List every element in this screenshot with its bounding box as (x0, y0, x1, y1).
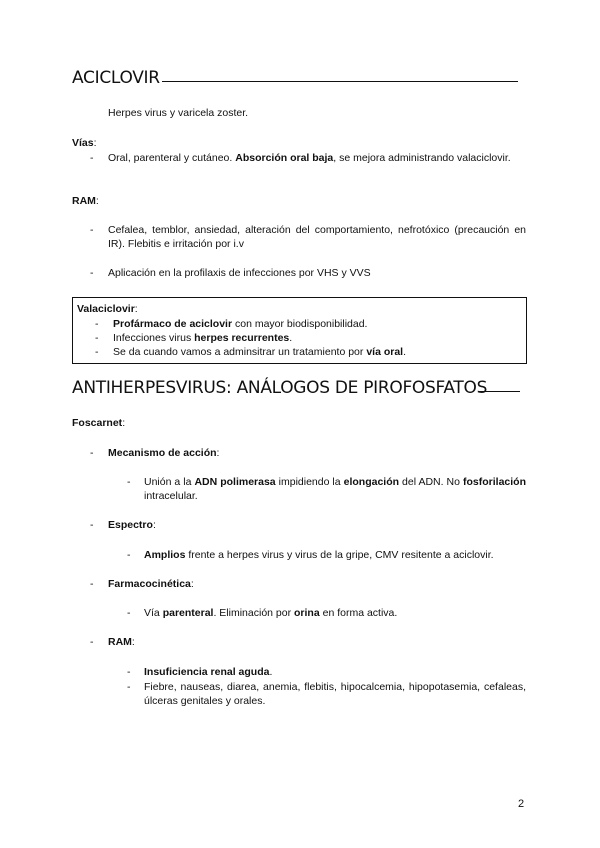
mecanismo-text: Unión a la ADN polimerasa impidiendo la elongación del ADN. No fosforilación intracelular. (144, 476, 526, 502)
title-rule (162, 81, 518, 82)
section-title-antiherpesvirus: ANTIHERPESVIRUS: ANÁLOGOS DE PIROFOSFATOS (72, 378, 488, 398)
list-dash: - (127, 476, 131, 488)
list-dash: - (127, 549, 131, 561)
valaciclovir-item-1: Profármaco de aciclovir con mayor biodisponibilidad. (113, 318, 368, 330)
list-dash: - (95, 318, 99, 330)
ram-item-1: Cefalea, temblor, ansiedad, alteración del comportamiento, nefrotóxico (precaución en IR). Flebitis e irritación por i.v (108, 224, 526, 250)
espectro-label: Espectro: (108, 519, 156, 531)
foscarnet-heading: Foscarnet: (72, 417, 126, 429)
ram2-label: RAM: (108, 636, 135, 648)
aciclovir-intro: Herpes virus y varicela zoster. (108, 107, 249, 119)
title-rule (479, 391, 520, 392)
espectro-text: Amplios frente a herpes virus y virus de la gripe, CMV resitente a aciclovir. (144, 549, 494, 561)
vias-heading: Vías: (72, 137, 97, 149)
list-dash: - (90, 578, 94, 590)
farmacocinetica-label: Farmacocinética: (108, 578, 194, 590)
list-dash: - (90, 447, 94, 459)
list-dash: - (90, 152, 94, 164)
mecanismo-label: Mecanismo de acción: (108, 447, 220, 459)
valaciclovir-title: Valaciclovir: (77, 303, 138, 315)
list-dash: - (95, 332, 99, 344)
list-dash: - (90, 636, 94, 648)
farmacocinetica-text: Vía parenteral. Eliminación por orina en forma activa. (144, 607, 398, 619)
list-dash: - (127, 681, 131, 693)
list-dash: - (127, 607, 131, 619)
section-title-aciclovir: ACICLOVIR (72, 68, 160, 88)
page-number: 2 (518, 798, 525, 810)
valaciclovir-item-3: Se da cuando vamos a adminsitrar un tratamiento por vía oral. (113, 346, 407, 358)
list-dash: - (90, 224, 94, 236)
list-dash: - (127, 666, 131, 678)
vias-item: Oral, parenteral y cutáneo. Absorción oral baja, se mejora administrando valaciclovir. (108, 152, 511, 164)
list-dash: - (90, 267, 94, 279)
list-dash: - (95, 346, 99, 358)
list-dash: - (90, 519, 94, 531)
ram-item-2: Aplicación en la profilaxis de infecciones por VHS y VVS (108, 267, 371, 279)
ram2-item-2: Fiebre, nauseas, diarea, anemia, flebitis, hipocalcemia, hipopotasemia, cefaleas, úlceras genitales y orales. (144, 681, 526, 707)
ram2-item-1: Insuficiencia renal aguda. (144, 666, 273, 678)
ram-heading: RAM: (72, 195, 99, 207)
valaciclovir-item-2: Infecciones virus herpes recurrentes. (113, 332, 293, 344)
